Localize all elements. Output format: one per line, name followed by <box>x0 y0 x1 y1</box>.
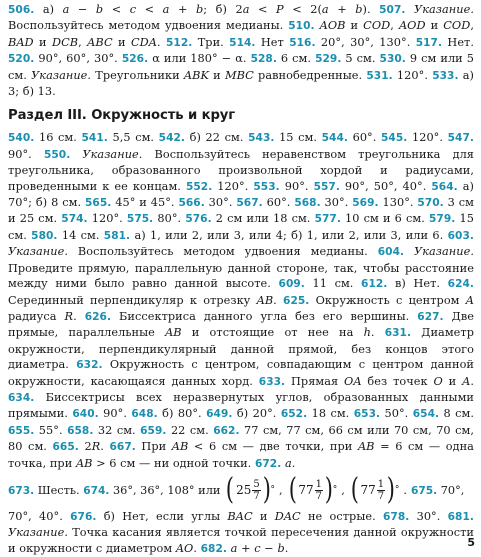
mixed-fraction-3: ( 77 $\frac{1}{7}$ ) ° <box>350 472 400 508</box>
page-number: 5 <box>467 536 475 549</box>
math-answer-line: 673. Шесть. 674. 36°, 36°, 108° или ( 25 $\frac{5}{7}$ ) ° , ( 77 $\frac{1}{7}$ ) ° , ( 77 $\frac{1}{7}$ ) ° . 675. 70°, <box>8 472 465 508</box>
answers-block-closing: 70°, 40°. 676. б) Нет, если углы BAC и DAC не острые. 678. 30°. 681. Указание. Точка касания является точкой пересечения данной окружности и окружности с диаметром AO. 682. a + c − b. <box>8 509 474 555</box>
answer-page <box>8 0 474 557</box>
mixed-fraction-1: ( 25 $\frac{5}{7}$ ) ° <box>226 472 275 508</box>
math-line-lead: 673. Шесть. 674. 36°, 36°, 108° или <box>8 483 221 497</box>
math-line-tail: 675. 70°, <box>410 483 465 497</box>
mixed-fraction-2: ( 77 $\frac{1}{7}$ ) ° <box>288 472 338 508</box>
answers-block-main: 540. 16 см. 541. 5,5 см. 542. б) 22 см. 543. 15 см. 544. 60°. 545. 120°. 547. 90°. 550. Указание. Воспользуйтесь неравенством треугольника для треугольника, образованного произвольной хордой и радиусами, проведенными к ее концам. 552. 120°. 553. 90°. 557. 90°, 50°, 40°. 564. а) 70°; б) 8 см. 565. 45° и 45°. 566. 30°. 567. 60°. 568. 30°. 569. 130°. 570. 3 см и 25 см. 574. 120°. 575. 80°. 576. 2 см или 18 см. 577. 10 см и 6 см. 579. 15 см. 580. 14 см. 581. а) 1, или 2, или 3, или 4; б) 1, или 2, или 3, или 6. 603. Указание. Воспользуйтесь методом удвоения медианы. 604. Указание. Проведите прямую, параллельную данной стороне, так, чтобы расстояние между ними было равно данной высоте. 609. 11 см. 612. в) Нет. 624. Серединный перпендикуляр к отрезку AB. 625. Окружность с центром A радиуса R. 626. Биссектриса данного угла без его вершины. 627. Две прямые, параллельные AB и отстоящие от нее на h. 631. Диаметр окружности, перпендикулярный данной прямой, без концов этого диаметра. 632. Окружность с центром, совпадающим с центром данной окружности, касающаяся данных хорд. 633. Прямая OA без точек O и A. 634. Биссектрисы всех неразвернутых углов, образованных данными прямыми. 640. 90°. 648. б) 80°. 649. б) 20°. 652. 18 см. 653. 50°. 654. 8 см. 655. 55°. 658. 32 см. 659. 22 см. 662. 77 см, 77 см, 66 см или 70 см, 70 см, 80 см. 665. 2R. 667. При AB < 6 см — две точки, при AB = 6 см — одна точка, при AB > 6 см — ни одной точки. 672. а. <box>8 131 475 470</box>
answers-block-top: 506. а) a − b < c < a + b; б) 2a < P < 2(a + b). 507. Указание. Воспользуйтесь методом удвоения медианы. 510. AOB и COD, AOD и COD, BAD и DCB, ABC и CDA. 512. Три. 514. Нет 516. 20°, 30°, 130°. 517. Нет. 520. 90°, 60°, 30°. 526. α или 180° − α. 528. 6 см. 529. 5 см. 530. 9 см или 5 см. Указание. Треугольники ABK и MBC равнобедренные. 531. 120°. 533. а) 3; б) 13. <box>8 3 475 99</box>
section-heading: Раздел III. Окружность и круг <box>8 108 236 124</box>
